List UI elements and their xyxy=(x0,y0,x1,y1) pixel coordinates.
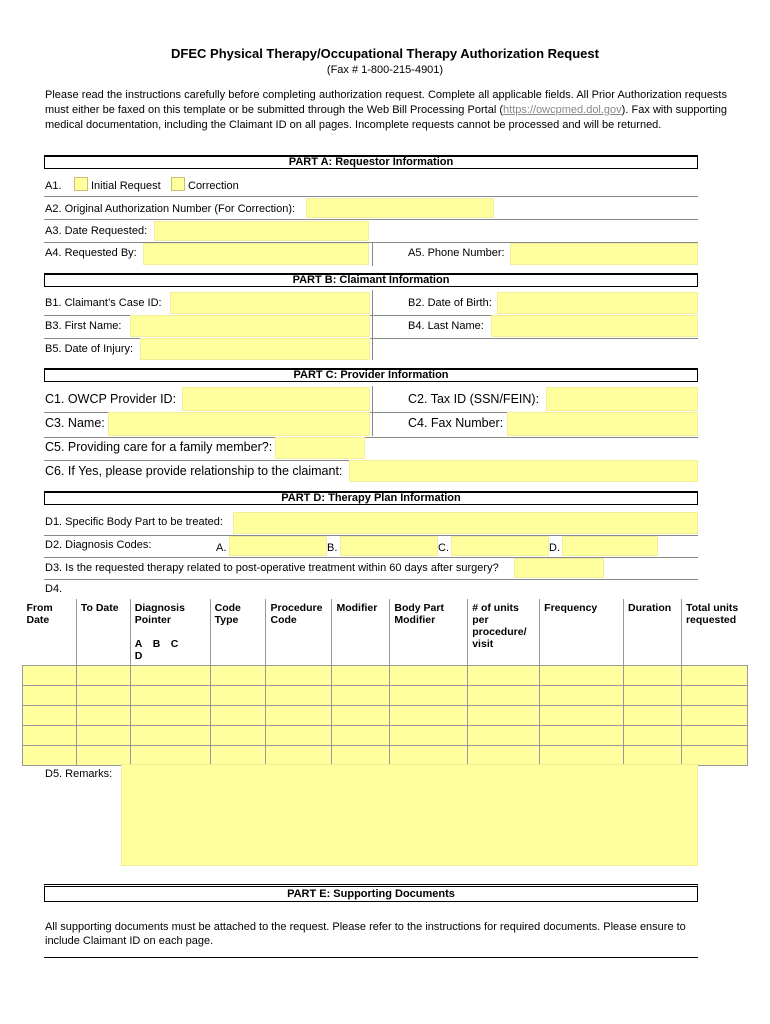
table-cell[interactable] xyxy=(390,726,468,746)
table-cell[interactable] xyxy=(332,726,390,746)
table-cell[interactable] xyxy=(23,666,77,686)
table-cell[interactable] xyxy=(468,726,540,746)
table-cell[interactable] xyxy=(23,686,77,706)
code-b-label: B. xyxy=(327,542,338,554)
col-total-units: Total units requested xyxy=(681,599,747,666)
last-name-field[interactable] xyxy=(491,315,698,337)
table-cell[interactable] xyxy=(130,706,210,726)
original-authorization-number-field[interactable] xyxy=(306,198,494,218)
table-cell[interactable] xyxy=(390,706,468,726)
c1-label: C1. OWCP Provider ID: xyxy=(45,392,177,406)
table-cell[interactable] xyxy=(23,706,77,726)
b1-label: B1. Claimant’s Case ID: xyxy=(45,297,162,309)
fax-number: (Fax # 1-800-215-4901) xyxy=(326,64,444,76)
diagnosis-code-c-field[interactable] xyxy=(451,536,549,556)
diagnosis-code-a-field[interactable] xyxy=(229,536,327,556)
table-cell[interactable] xyxy=(332,666,390,686)
form-title: DFEC Physical Therapy/Occupational Therapy Authorization Request xyxy=(171,46,599,61)
table-row xyxy=(23,726,748,746)
table-row xyxy=(23,686,748,706)
family-member-field[interactable] xyxy=(275,437,365,459)
table-cell[interactable] xyxy=(540,686,624,706)
a1-label: A1. xyxy=(45,180,62,192)
part-b-heading: PART B: Claimant Information xyxy=(292,274,450,286)
table-cell[interactable] xyxy=(130,666,210,686)
table-header-row xyxy=(23,599,748,666)
relationship-field[interactable] xyxy=(349,460,698,482)
table-row xyxy=(23,746,748,766)
table-cell[interactable] xyxy=(468,746,540,766)
portal-link[interactable]: https://owcpmed.dol.gov xyxy=(503,104,622,116)
table-cell[interactable] xyxy=(210,706,266,726)
table-cell[interactable] xyxy=(130,686,210,706)
table-cell[interactable] xyxy=(681,706,747,726)
therapy-plan-table xyxy=(22,599,748,766)
provider-name-field[interactable] xyxy=(108,412,370,436)
d4-label: D4. xyxy=(45,583,63,595)
table-row xyxy=(23,706,748,726)
table-cell[interactable] xyxy=(681,686,747,706)
diagnosis-code-b-field[interactable] xyxy=(340,536,438,556)
table-cell[interactable] xyxy=(624,686,682,706)
correction-checkbox[interactable] xyxy=(171,177,185,191)
body-part-field[interactable] xyxy=(233,512,698,534)
table-cell[interactable] xyxy=(76,666,130,686)
table-cell[interactable] xyxy=(23,726,77,746)
table-cell[interactable] xyxy=(210,666,266,686)
table-cell[interactable] xyxy=(76,726,130,746)
code-a-label: A. xyxy=(216,542,227,554)
table-cell[interactable] xyxy=(390,686,468,706)
date-of-birth-field[interactable] xyxy=(497,292,698,314)
c5-label: C5. Providing care for a family member?: xyxy=(45,440,273,454)
bottom-rule xyxy=(44,957,698,958)
part-c-heading: PART C: Provider Information xyxy=(293,369,449,381)
post-operative-field[interactable] xyxy=(514,558,604,578)
table-cell[interactable] xyxy=(390,746,468,766)
provider-id-field[interactable] xyxy=(182,387,370,411)
supporting-documents-text: All supporting documents must be attached to the request. Please refer to the instructions for required documents. Please ensure to include Claimant ID on each page. xyxy=(45,921,686,947)
table-cell[interactable] xyxy=(130,726,210,746)
b4-label: B4. Last Name: xyxy=(408,320,484,332)
divider xyxy=(372,242,373,266)
table-cell[interactable] xyxy=(468,706,540,726)
divider xyxy=(44,219,698,220)
code-d-label: D. xyxy=(549,542,560,554)
table-cell[interactable] xyxy=(76,706,130,726)
date-of-injury-field[interactable] xyxy=(140,338,370,360)
col-duration: Duration xyxy=(624,599,682,666)
table-cell[interactable] xyxy=(23,746,77,766)
col-modifier: Modifier xyxy=(332,599,390,666)
table-cell[interactable] xyxy=(210,746,266,766)
divider xyxy=(372,290,373,360)
diagnosis-code-d-field[interactable] xyxy=(562,536,658,556)
c2-label: C2. Tax ID (SSN/FEIN): xyxy=(408,392,540,406)
a3-label: A3. Date Requested: xyxy=(45,225,148,237)
case-id-field[interactable] xyxy=(170,292,370,314)
d5-label: D5. Remarks: xyxy=(45,768,113,780)
table-cell[interactable] xyxy=(266,666,332,686)
initial-request-label: Initial Request xyxy=(91,180,161,192)
pointer-d: D xyxy=(134,650,143,662)
table-cell[interactable] xyxy=(210,726,266,746)
table-cell[interactable] xyxy=(624,746,682,766)
table-row xyxy=(23,666,748,686)
divider xyxy=(44,579,698,580)
table-cell[interactable] xyxy=(624,726,682,746)
table-cell[interactable] xyxy=(210,686,266,706)
table-cell[interactable] xyxy=(76,686,130,706)
instructions-paragraph: Please read the instructions carefully before completing authorization request. Complete all applicable fields. All Prior Authorization requests must either be faxed on this template or be submitted through the Web Bill Processing Portal (https://owcpmed.dol.gov). Fax with supporting medical documentation, including the Claimant ID on all pages. Incomplete requests cannot be processed and will be returned. xyxy=(45,89,727,131)
table-cell[interactable] xyxy=(540,746,624,766)
table-cell[interactable] xyxy=(681,666,747,686)
table-cell[interactable] xyxy=(266,746,332,766)
b2-label: B2. Date of Birth: xyxy=(408,297,492,309)
table-cell[interactable] xyxy=(390,666,468,686)
divider xyxy=(44,437,698,438)
col-procedure-code: Procedure Code xyxy=(266,599,332,666)
part-e-heading: PART E: Supporting Documents xyxy=(287,888,455,900)
table-cell[interactable] xyxy=(624,666,682,686)
table-cell[interactable] xyxy=(624,706,682,726)
col-code-type: Code Type xyxy=(210,599,266,666)
b5-label: B5. Date of Injury: xyxy=(45,343,134,355)
part-a-heading: PART A: Requestor Information xyxy=(288,156,454,168)
a4-label: A4. Requested By: xyxy=(45,247,137,259)
col-body-part-modifier: Body Part Modifier xyxy=(390,599,468,666)
table-cell[interactable] xyxy=(540,666,624,686)
code-c-label: C. xyxy=(438,542,449,554)
remarks-field[interactable] xyxy=(121,764,698,866)
fax-number-field[interactable] xyxy=(507,412,698,436)
pointer-b: B xyxy=(152,638,161,650)
table-cell[interactable] xyxy=(681,746,747,766)
c3-label: C3. Name: xyxy=(45,416,105,430)
a5-label: A5. Phone Number: xyxy=(408,247,505,259)
tax-id-field[interactable] xyxy=(546,387,698,411)
pointer-a: A xyxy=(134,638,143,650)
table-cell[interactable] xyxy=(266,686,332,706)
d3-label: D3. Is the requested therapy related to post-operative treatment within 60 days after surgery? xyxy=(45,562,499,574)
divider xyxy=(44,196,698,197)
col-frequency: Frequency xyxy=(540,599,624,666)
correction-label: Correction xyxy=(188,180,239,192)
date-requested-field[interactable] xyxy=(154,221,369,241)
d2-label: D2. Diagnosis Codes: xyxy=(45,539,152,551)
table-cell[interactable] xyxy=(76,746,130,766)
table-cell[interactable] xyxy=(681,726,747,746)
requested-by-field[interactable] xyxy=(143,243,369,265)
table-cell[interactable] xyxy=(540,706,624,726)
d1-label: D1. Specific Body Part to be treated: xyxy=(45,516,223,528)
pointer-c: C xyxy=(170,638,179,650)
table-cell[interactable] xyxy=(540,726,624,746)
part-d-heading: PART D: Therapy Plan Information xyxy=(281,492,461,504)
table-cell[interactable] xyxy=(130,746,210,766)
b3-label: B3. First Name: xyxy=(45,320,122,332)
table-cell[interactable] xyxy=(332,686,390,706)
phone-number-field[interactable] xyxy=(510,243,698,265)
table-cell[interactable] xyxy=(266,706,332,726)
divider xyxy=(372,386,373,436)
table-cell[interactable] xyxy=(266,726,332,746)
a2-label: A2. Original Authorization Number (For Correction): xyxy=(45,203,296,215)
col-from-date: From Date xyxy=(26,602,53,626)
table-cell[interactable] xyxy=(468,686,540,706)
c6-label: C6. If Yes, please provide relationship to the claimant: xyxy=(45,464,343,478)
first-name-field[interactable] xyxy=(130,315,370,337)
initial-request-checkbox[interactable] xyxy=(74,177,88,191)
col-units: # of units per procedure/ visit xyxy=(468,599,540,666)
col-to-date: To Date xyxy=(76,599,130,666)
table-cell[interactable] xyxy=(332,746,390,766)
c4-label: C4. Fax Number: xyxy=(408,416,504,430)
table-cell[interactable] xyxy=(332,706,390,726)
table-cell[interactable] xyxy=(468,666,540,686)
col-diagnosis-pointer: Diagnosis Pointer A B CD xyxy=(130,599,210,666)
